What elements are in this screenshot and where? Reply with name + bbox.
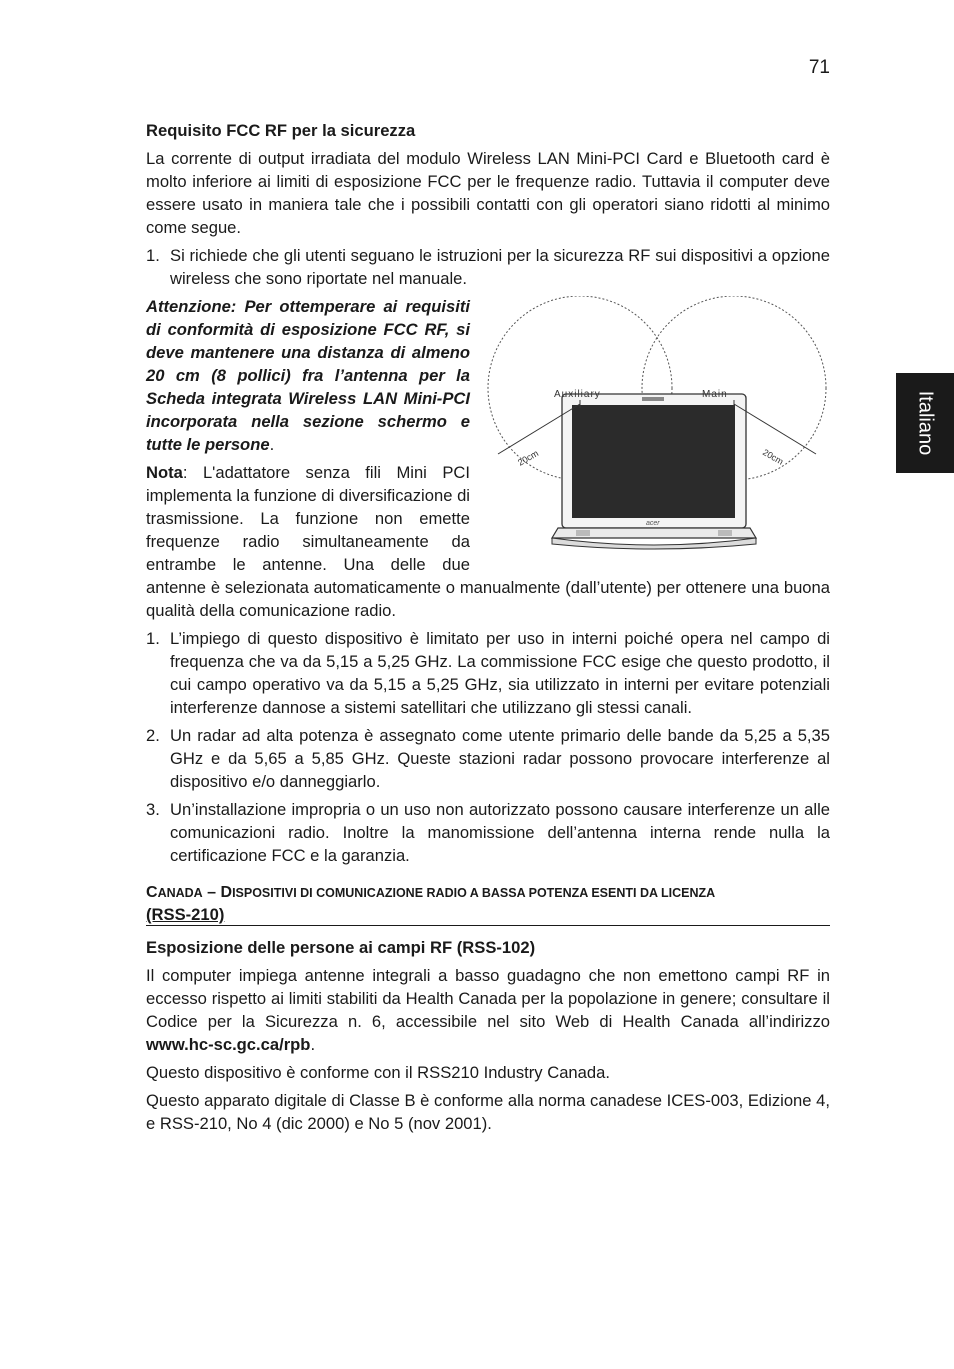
canada-paragraph-1: Il computer impiega antenne integrali a basso guadagno che non emettono campi RF in eccesso rispetto ai limiti stabiliti da Health Canada per la popolazione in genere; consultare il Codice per la Sicurezza n. 6, accessibile nel sito Web di Health Canada all’indirizzo www.hc-sc.gc.ca/rpb. [146,966,830,1054]
section-heading-fcc-rf: Requisito FCC RF per la sicurezza [146,121,416,140]
list-text: L’impiego di questo dispositivo è limitato per uso in interni poiché opera nel campo di frequenza che va da 5,15 a 5,25 GHz. La commissione FCC esige che questo prodotto, il cui campo operativo va da 5,15 a 5,25 GHz, sia utilizzato in interni per evitare potenziali interferenze dannose a sistemi satellitari che utilizzano gli stessi canali. [170,629,830,717]
page-content [146,119,830,1140]
warning-text: Attenzione: Per ottemperare ai requisiti di conformità di esposizione FCC RF, si deve mantenere una distanza di almeno 20 cm (8 pollici) fra l’antenna per la Scheda integrata Wireless LAN Mini-PCI incorporata nella sezione schermo e tutte le persone [146,297,470,454]
brand-logo: acer [646,520,660,527]
list-text: Si richiede che gli utenti seguano le istruzioni per la sicurezza RF sui dispositivi a opzione wireless che sono riportate nel manuale. [170,246,830,288]
laptop-antenna-illustration [486,296,830,568]
canada-paragraph-3: Questo apparato digitale di Classe B è conforme alla norma canadese ICES-003, Edizione 4, e RSS-210, No 4 (dic 2000) e No 5 (nov 2001). [146,1091,830,1133]
list-item [146,724,830,793]
canada-heading-line: CANADA – DISPOSITIVI DI COMUNICAZIONE RADIO A BASSA POTENZA ESENTI DA LICENZA [146,884,716,901]
list-text: Un radar ad alta potenza è assegnato come utente primario delle bande da 5,25 a 5,35 GHz e da 5,65 a 5,85 GHz. Queste stazioni radar possono provocare interferenze al dispositivo e/o danneggiarlo. [170,726,830,791]
page-number: 71 [808,57,830,78]
list-number: 1. [146,629,160,648]
list-number: 3. [146,800,160,819]
list-text: Un’installazione impropria o un uso non autorizzato possono causare interferenze un alle comunicazioni radio. Inoltre la manomissione dell’antenna interna rende nulla la certificazione FCC e la garanzia. [170,800,830,865]
language-label: Italiano [914,390,937,456]
warning-period: . [269,435,275,454]
note-label: Nota [146,463,183,482]
main-label: Main [702,389,728,400]
hinge-right [718,530,732,536]
subheading-rss-102: Esposizione delle persone ai campi RF (RSS-102) [146,938,536,957]
laptop-screen [572,405,735,518]
antenna-distance-figure [486,296,830,568]
list-number: 1. [146,246,160,265]
list-number: 2. [146,726,160,745]
laptop-front-edge [552,538,756,549]
left-distance-label: 20cm [516,448,541,468]
list-item [146,244,830,290]
canada-paragraph-2: Questo dispositivo è conforme con il RSS210 Industry Canada. [146,1063,610,1082]
rss-210-label: (RSS-210) [146,905,225,924]
webcam [642,397,664,401]
language-side-tab [896,373,954,473]
health-canada-url: www.hc-sc.gc.ca/rpb [146,1035,311,1054]
list-item [146,627,830,719]
right-distance-label: 20cm [761,447,786,467]
note-text: : L'adattatore senza fili Mini PCI implementa la funzione di diversificazione di trasmissione. La funzione non emette frequenze radio simultaneamente da entrambe le antenne. Una delle due antenne è selezionata automaticamente o manualmente (dall’utente) per ottenere una buona qualità della comunicazione radio. [146,463,830,620]
intro-paragraph: La corrente di output irradiata del modulo Wireless LAN Mini-PCI Card e Bluetooth card è molto inferiore ai limiti di esposizione FCC per le frequenze radio. Tuttavia il computer deve essere usato in maniera tale che i possibili contatti con gli operatori siano ridotti al minimo come segue. [146,149,830,237]
list-item [146,798,830,867]
hinge-left [576,530,590,536]
section-heading-canada [146,881,830,926]
auxiliary-label: Auxiliary [554,389,601,400]
